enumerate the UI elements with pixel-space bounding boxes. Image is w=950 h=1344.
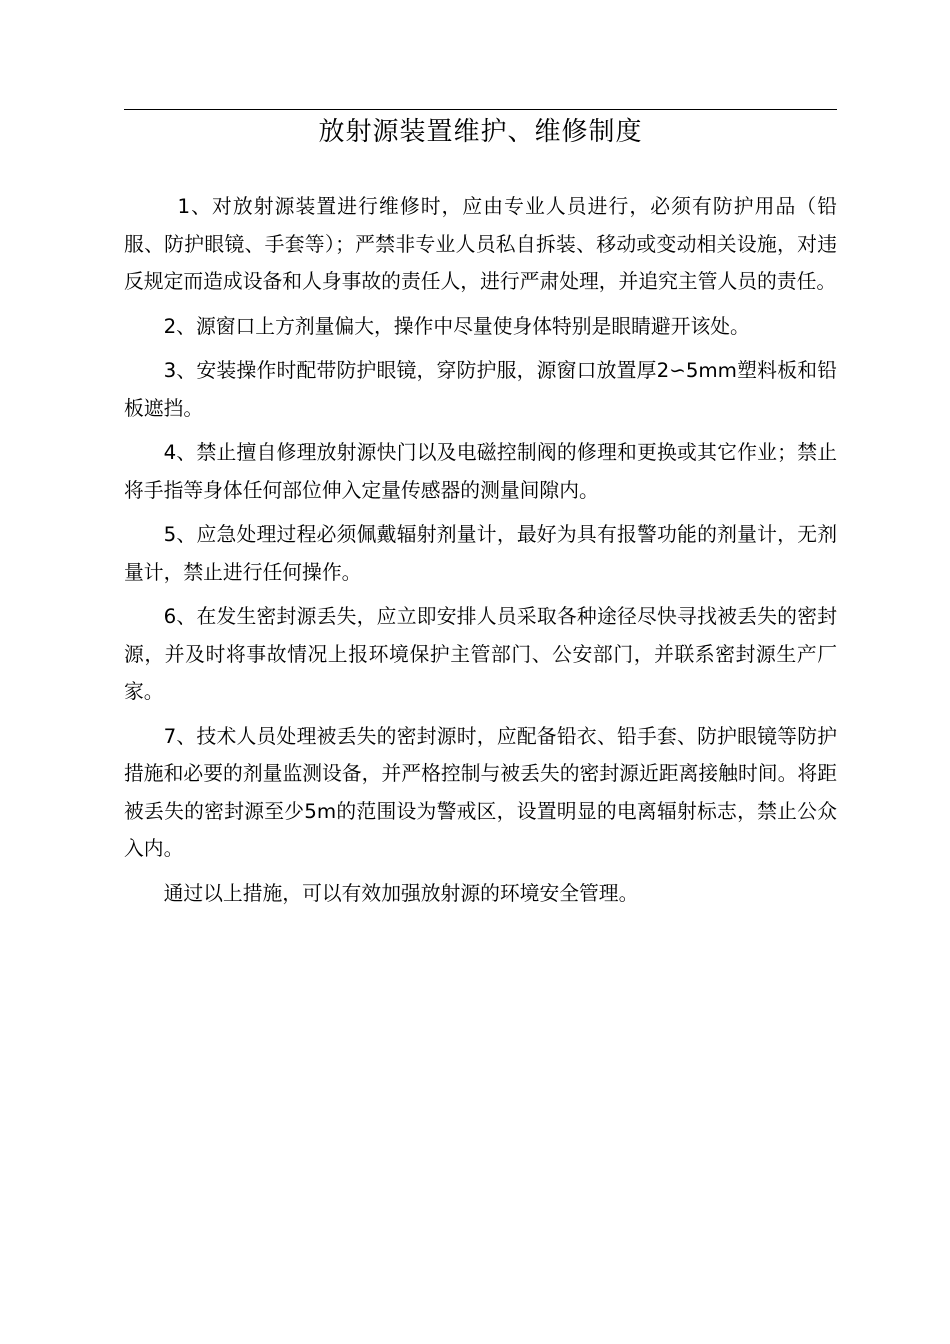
paragraph-3: 3、安装操作时配带防护眼镜，穿防护服，源窗口放置厚2∽5mm塑料板和铅板遮挡。	[124, 359, 837, 420]
paragraph-7: 7、技术人员处理被丢失的密封源时，应配备铅衣、铅手套、防护眼镜等防护措施和必要的剂量监测设备，并严格控制与被丢失的密封源近距离接触时间。将距被丢失的密封源至少5m的范围设为警戒区，设置明显的电离辐射标志，禁止公众入内。	[124, 724, 837, 860]
paragraph-5: 5、应急处理过程必须佩戴辐射剂量计，最好为具有报警功能的剂量计，无剂量计，禁止进行任何操作。	[124, 523, 837, 584]
paragraph-2: 2、源窗口上方剂量偏大，操作中尽量使身体特别是眼睛避开该处。	[163, 314, 750, 338]
document-title: 放射源装置维护、维修制度	[318, 117, 643, 147]
header-divider	[124, 109, 837, 110]
paragraph-4: 4、禁止擅自修理放射源快门以及电磁控制阀的修理和更换或其它作业；禁止将手指等身体任何部位伸入定量传感器的测量间隙内。	[124, 441, 837, 502]
document-body	[124, 188, 837, 919]
paragraph-6: 6、在发生密封源丢失，应立即安排人员采取各种途径尽快寻找被丢失的密封源，并及时将事故情况上报环境保护主管部门、公安部门，并联系密封源生产厂家。	[124, 605, 837, 703]
closing-paragraph: 通过以上措施，可以有效加强放射源的环境安全管理。	[163, 881, 639, 905]
paragraph-1: 1、对放射源装置进行维修时，应由专业人员进行，必须有防护用品（铅服、防护眼镜、手套等）；严禁非专业人员私自拆装、移动或变动相关设施，对违反规定而造成设备和人身事故的责任人，进行严肃处理，并追究主管人员的责任。	[124, 195, 837, 293]
